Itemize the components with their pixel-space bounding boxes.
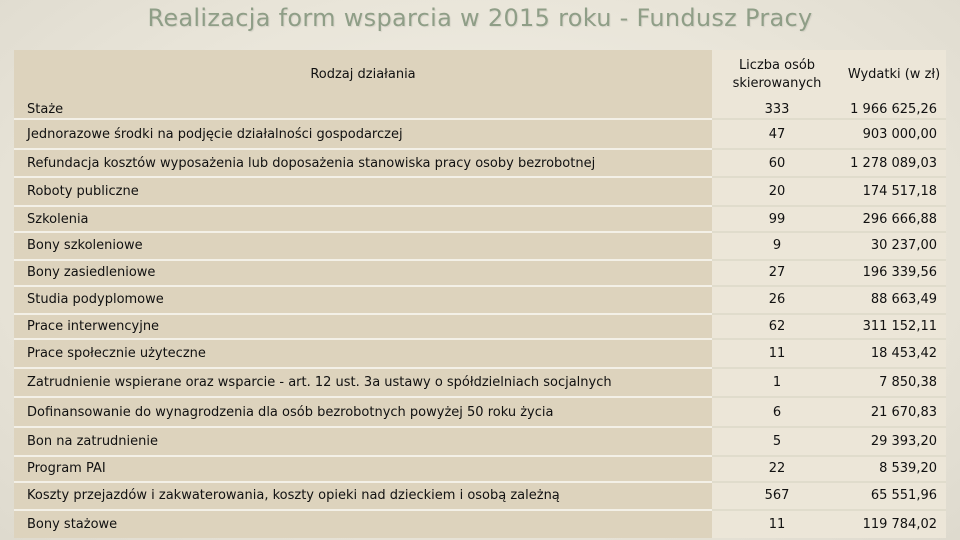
row-people-count: 11 (712, 339, 842, 368)
row-expenses: 7 850,38 (842, 368, 946, 397)
table-row (14, 177, 946, 206)
row-activity-name: Dofinansowanie do wynagrodzenia dla osób bezrobotnych powyżej 50 roku życia (14, 397, 712, 427)
row-activity-name: Prace społecznie użyteczne (14, 339, 712, 368)
row-expenses: 196 339,56 (842, 260, 946, 286)
header-expenses: Wydatki (w zł) (842, 50, 946, 100)
table-row (14, 456, 946, 482)
row-activity-name: Szkolenia (14, 206, 712, 231)
row-people-count: 22 (712, 456, 842, 482)
table-row (14, 427, 946, 455)
table-row (14, 232, 946, 260)
funding-table (14, 50, 946, 538)
row-people-count: 333 (712, 100, 842, 119)
row-people-count: 567 (712, 482, 842, 510)
table-row (14, 149, 946, 177)
table-row (14, 206, 946, 231)
row-people-count: 60 (712, 149, 842, 177)
row-people-count: 11 (712, 510, 842, 538)
row-expenses: 8 539,20 (842, 456, 946, 482)
row-people-count: 99 (712, 206, 842, 231)
row-people-count: 9 (712, 232, 842, 260)
row-expenses: 119 784,02 (842, 510, 946, 538)
row-expenses: 30 237,00 (842, 232, 946, 260)
row-activity-name: Roboty publiczne (14, 177, 712, 206)
row-expenses: 1 966 625,26 (842, 100, 946, 119)
row-expenses: 18 453,42 (842, 339, 946, 368)
table-row (14, 368, 946, 397)
row-activity-name: Prace interwencyjne (14, 314, 712, 339)
row-activity-name: Jednorazowe środki na podjęcie działalności gospodarczej (14, 119, 712, 149)
row-expenses: 296 666,88 (842, 206, 946, 231)
row-people-count: 20 (712, 177, 842, 206)
table-row (14, 100, 946, 119)
row-people-count: 5 (712, 427, 842, 455)
row-expenses: 29 393,20 (842, 427, 946, 455)
header-people-count: Liczba osób skierowanych (712, 50, 842, 100)
row-expenses: 1 278 089,03 (842, 149, 946, 177)
row-expenses: 311 152,11 (842, 314, 946, 339)
row-expenses: 88 663,49 (842, 286, 946, 314)
row-activity-name: Koszty przejazdów i zakwaterowania, koszty opieki nad dzieckiem i osobą zależną (14, 482, 712, 510)
table-row (14, 286, 946, 314)
row-people-count: 6 (712, 397, 842, 427)
row-activity-name: Bony szkoleniowe (14, 232, 712, 260)
row-people-count: 47 (712, 119, 842, 149)
row-activity-name: Refundacja kosztów wyposażenia lub doposażenia stanowiska pracy osoby bezrobotnej (14, 149, 712, 177)
header-activity-type: Rodzaj działania (14, 50, 712, 100)
row-expenses: 174 517,18 (842, 177, 946, 206)
table-row (14, 339, 946, 368)
slide-title: Realizacja form wsparcia w 2015 roku - Fundusz Pracy (147, 4, 813, 32)
table-row (14, 510, 946, 538)
row-expenses: 903 000,00 (842, 119, 946, 149)
table-row (14, 119, 946, 149)
table-row (14, 397, 946, 427)
row-people-count: 1 (712, 368, 842, 397)
row-people-count: 26 (712, 286, 842, 314)
row-people-count: 62 (712, 314, 842, 339)
table-row (14, 260, 946, 286)
row-activity-name: Bon na zatrudnienie (14, 427, 712, 455)
row-expenses: 65 551,96 (842, 482, 946, 510)
row-people-count: 27 (712, 260, 842, 286)
row-activity-name: Studia podyplomowe (14, 286, 712, 314)
row-activity-name: Zatrudnienie wspierane oraz wsparcie - art. 12 ust. 3a ustawy o spółdzielniach socjalnych (14, 368, 712, 397)
table-row (14, 482, 946, 510)
row-activity-name: Bony stażowe (14, 510, 712, 538)
row-activity-name: Bony zasiedleniowe (14, 260, 712, 286)
row-activity-name: Staże (14, 100, 712, 119)
table-header-row (14, 50, 946, 100)
row-activity-name: Program PAI (14, 456, 712, 482)
table-row (14, 314, 946, 339)
row-expenses: 21 670,83 (842, 397, 946, 427)
